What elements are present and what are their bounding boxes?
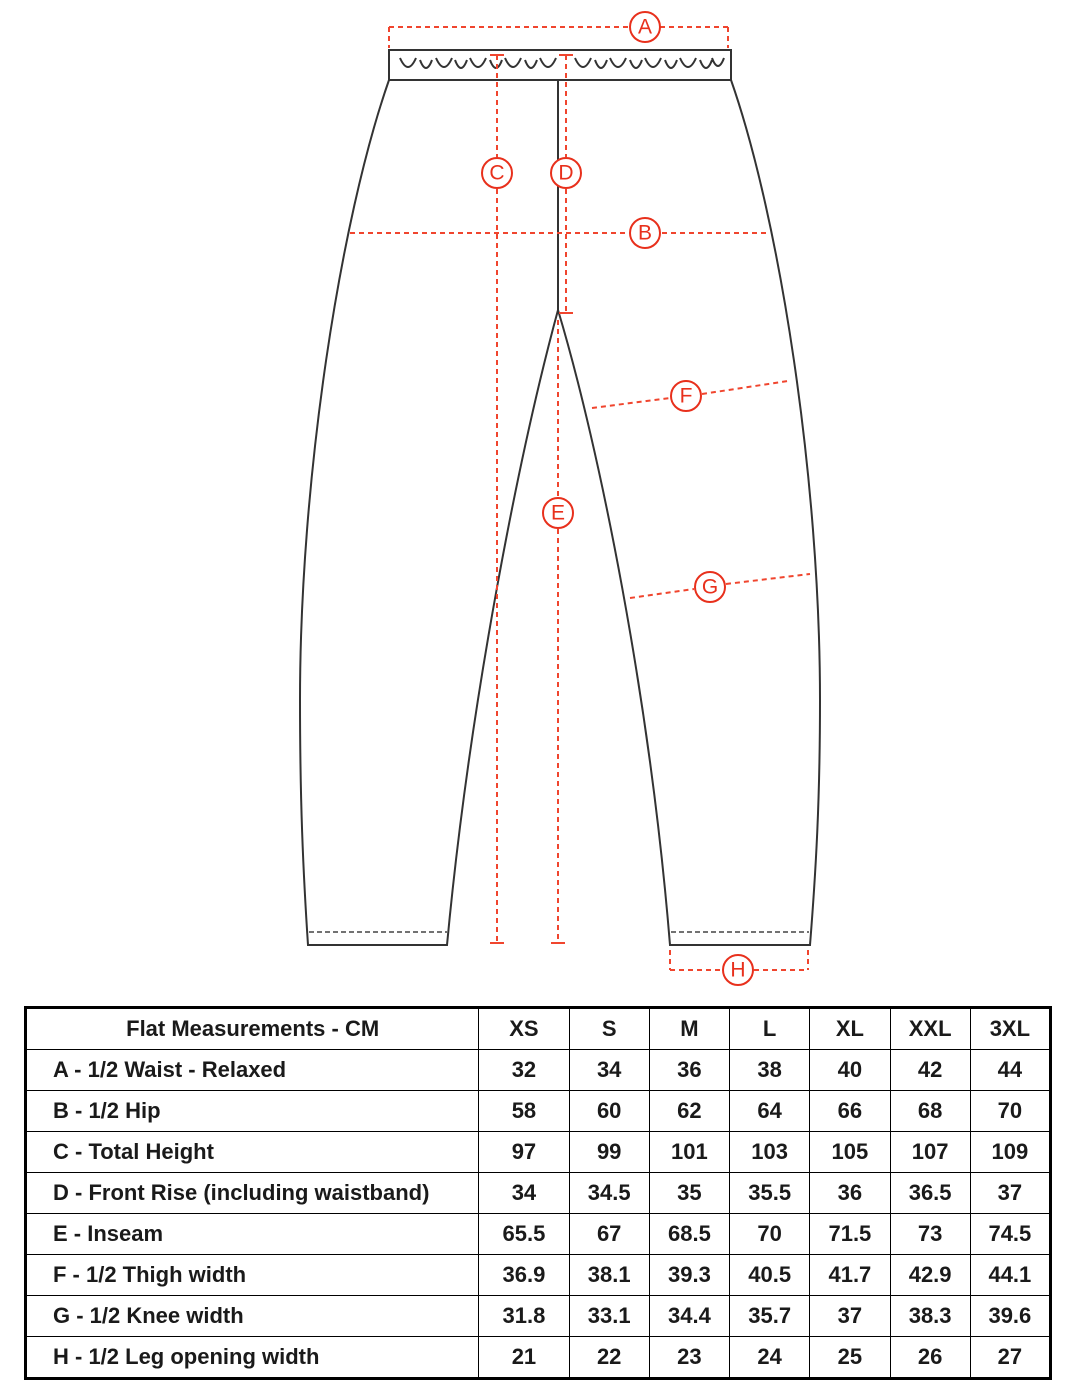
table-cell: 105 <box>810 1132 890 1173</box>
table-cell: 37 <box>970 1173 1050 1214</box>
table-cell: 25 <box>810 1337 890 1379</box>
marker-d-label: D <box>558 161 574 185</box>
table-cell: 44 <box>970 1050 1050 1091</box>
row-label: H - 1/2 Leg opening width <box>26 1337 479 1379</box>
table-cell: 34.5 <box>569 1173 649 1214</box>
size-header: XXL <box>890 1008 970 1050</box>
table-cell: 73 <box>890 1214 970 1255</box>
table-cell: 22 <box>569 1337 649 1379</box>
table-row <box>26 1337 1051 1379</box>
table-cell: 33.1 <box>569 1296 649 1337</box>
marker-f <box>671 381 701 411</box>
table-cell: 27 <box>970 1337 1050 1379</box>
table-cell: 68 <box>890 1091 970 1132</box>
marker-a <box>630 12 660 42</box>
size-chart-table <box>24 1006 1052 1380</box>
table-cell: 26 <box>890 1337 970 1379</box>
table-cell: 44.1 <box>970 1255 1050 1296</box>
table-cell: 39.6 <box>970 1296 1050 1337</box>
table-cell: 60 <box>569 1091 649 1132</box>
size-header: S <box>569 1008 649 1050</box>
table-cell: 41.7 <box>810 1255 890 1296</box>
table-cell: 35.5 <box>730 1173 810 1214</box>
row-label: E - Inseam <box>26 1214 479 1255</box>
table-cell: 38.3 <box>890 1296 970 1337</box>
table-cell: 42.9 <box>890 1255 970 1296</box>
table-row <box>26 1091 1051 1132</box>
marker-h-label: H <box>730 958 746 982</box>
marker-e <box>543 498 573 528</box>
table-cell: 42 <box>890 1050 970 1091</box>
table-cell: 35 <box>649 1173 729 1214</box>
table-cell: 36 <box>649 1050 729 1091</box>
table-cell: 34 <box>479 1173 569 1214</box>
row-label: G - 1/2 Knee width <box>26 1296 479 1337</box>
table-cell: 70 <box>970 1091 1050 1132</box>
table-cell: 58 <box>479 1091 569 1132</box>
size-header: XL <box>810 1008 890 1050</box>
table-cell: 21 <box>479 1337 569 1379</box>
table-cell: 68.5 <box>649 1214 729 1255</box>
marker-e-label: E <box>550 501 566 525</box>
table-cell: 64 <box>730 1091 810 1132</box>
table-cell: 70 <box>730 1214 810 1255</box>
table-cell: 36.5 <box>890 1173 970 1214</box>
row-label: F - 1/2 Thigh width <box>26 1255 479 1296</box>
table-cell: 109 <box>970 1132 1050 1173</box>
row-label: A - 1/2 Waist - Relaxed <box>26 1050 479 1091</box>
table-row <box>26 1214 1051 1255</box>
marker-c-label: C <box>489 161 505 185</box>
table-cell: 32 <box>479 1050 569 1091</box>
table-cell: 36.9 <box>479 1255 569 1296</box>
table-cell: 66 <box>810 1091 890 1132</box>
table-row <box>26 1255 1051 1296</box>
marker-a-label: A <box>637 15 653 39</box>
table-row <box>26 1296 1051 1337</box>
table-cell: 38 <box>730 1050 810 1091</box>
table-header-row <box>26 1008 1051 1050</box>
table-cell: 31.8 <box>479 1296 569 1337</box>
table-cell: 39.3 <box>649 1255 729 1296</box>
table-cell: 35.7 <box>730 1296 810 1337</box>
table-cell: 74.5 <box>970 1214 1050 1255</box>
table-cell: 23 <box>649 1337 729 1379</box>
marker-c <box>482 158 512 188</box>
marker-b <box>630 218 660 248</box>
table-cell: 24 <box>730 1337 810 1379</box>
measure-e-line <box>551 320 565 943</box>
row-label: C - Total Height <box>26 1132 479 1173</box>
table-cell: 67 <box>569 1214 649 1255</box>
size-header: XS <box>479 1008 569 1050</box>
table-cell: 107 <box>890 1132 970 1173</box>
table-cell: 103 <box>730 1132 810 1173</box>
table-cell: 99 <box>569 1132 649 1173</box>
table-cell: 101 <box>649 1132 729 1173</box>
table-cell: 36 <box>810 1173 890 1214</box>
table-cell: 40 <box>810 1050 890 1091</box>
table-cell: 38.1 <box>569 1255 649 1296</box>
measure-a-line <box>389 27 728 48</box>
row-label: B - 1/2 Hip <box>26 1091 479 1132</box>
marker-g-label: G <box>701 575 719 599</box>
marker-b-label: B <box>637 221 653 245</box>
table-row <box>26 1132 1051 1173</box>
table-cell: 97 <box>479 1132 569 1173</box>
table-cell: 37 <box>810 1296 890 1337</box>
table-cell: 34 <box>569 1050 649 1091</box>
marker-h <box>723 955 753 985</box>
table-row <box>26 1050 1051 1091</box>
table-cell: 65.5 <box>479 1214 569 1255</box>
table-cell: 34.4 <box>649 1296 729 1337</box>
size-header: 3XL <box>970 1008 1050 1050</box>
size-header: M <box>649 1008 729 1050</box>
table-cell: 40.5 <box>730 1255 810 1296</box>
table-corner-header: Flat Measurements - CM <box>26 1008 479 1050</box>
table-row <box>26 1173 1051 1214</box>
marker-f-label: F <box>679 384 693 408</box>
row-label: D - Front Rise (including waistband) <box>26 1173 479 1214</box>
table-cell: 62 <box>649 1091 729 1132</box>
size-header: L <box>730 1008 810 1050</box>
marker-g <box>695 572 725 602</box>
table-cell: 71.5 <box>810 1214 890 1255</box>
marker-d <box>551 158 581 188</box>
